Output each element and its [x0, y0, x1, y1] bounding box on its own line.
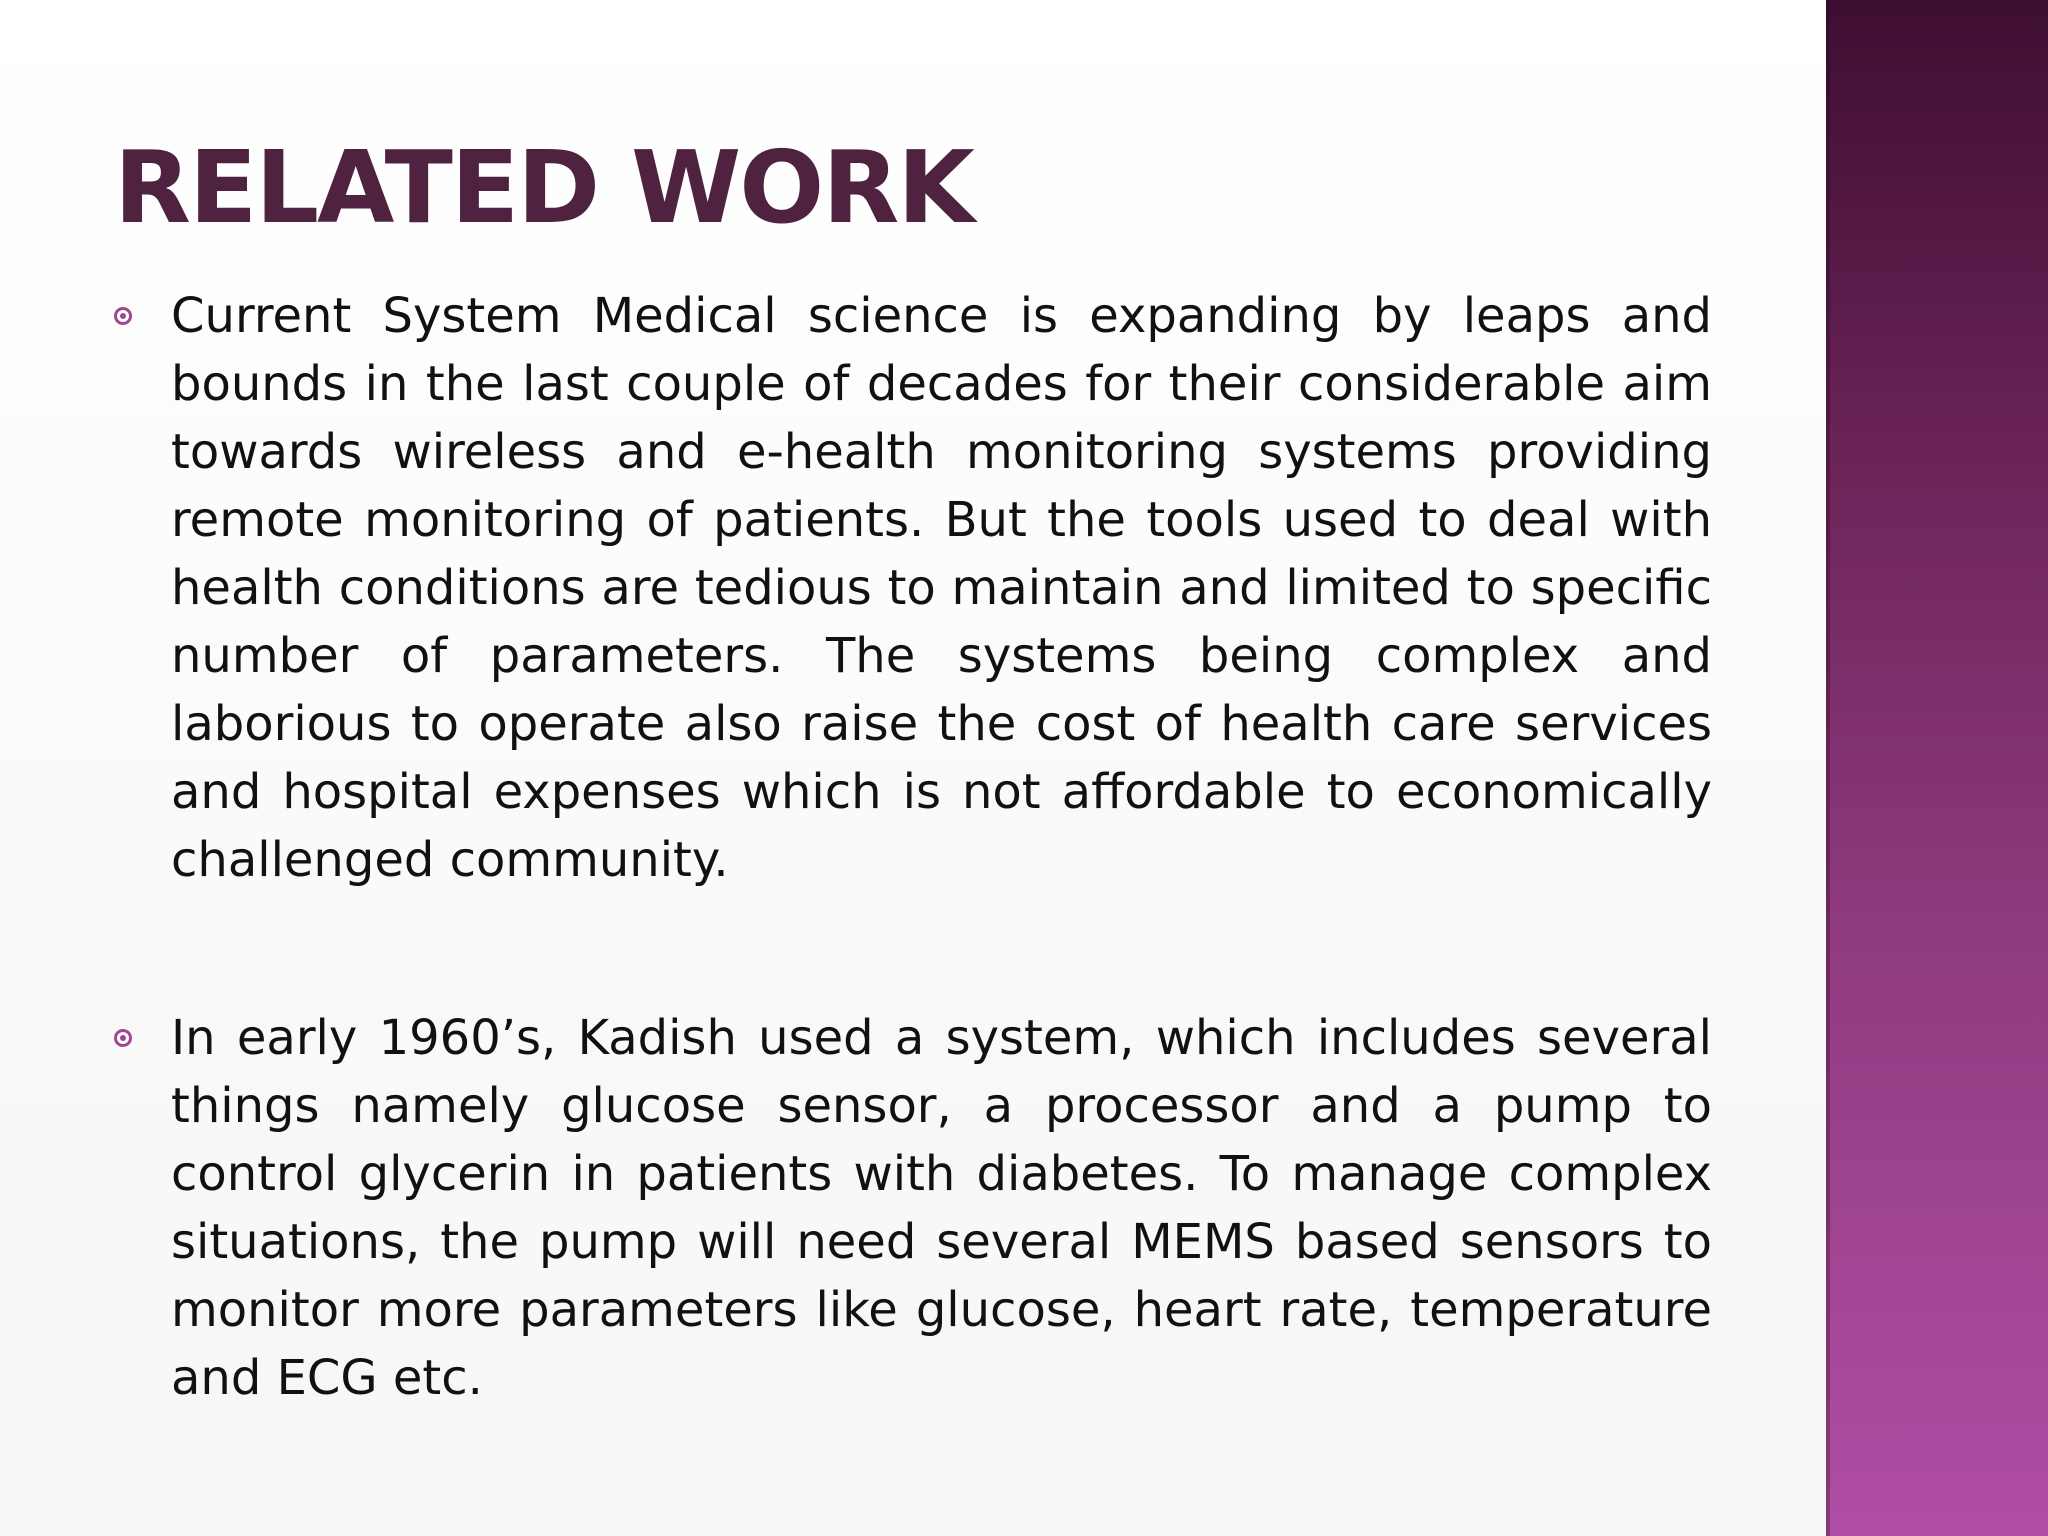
circled-dot-bullet-icon [114, 1029, 132, 1047]
bullet-text-current-system: Current System Medical science is expanding by leaps and bounds in the last couple of decades for their considerable aim towards wireless and e-health monitoring systems providing remote monitoring of patients. But the tools used to deal with health conditions are tedious to maintain and limited to specific number of parameters. The systems being complex and laborious to operate also raise the cost of health care services and hospital expenses which is not affordable to economically challenged community. [171, 288, 1712, 888]
slide-title: RELATED WORK [114, 129, 973, 246]
circled-dot-bullet-icon [114, 307, 132, 325]
bullet-item [110, 282, 1712, 894]
bullet-list [110, 282, 1712, 1412]
side-band-edge [1826, 0, 1830, 1536]
bullet-text-kadish-system: In early 1960’s, Kadish used a system, which includes several things namely glucose sensor, a processor and a pump to control glycerin in patients with diabetes. To manage complex situations, the pump will need several MEMS based sensors to monitor more parameters like glucose, heart rate, temperature and ECG etc. [171, 1010, 1712, 1406]
bullet-item [110, 1004, 1712, 1412]
decorative-side-band [1826, 0, 2048, 1536]
